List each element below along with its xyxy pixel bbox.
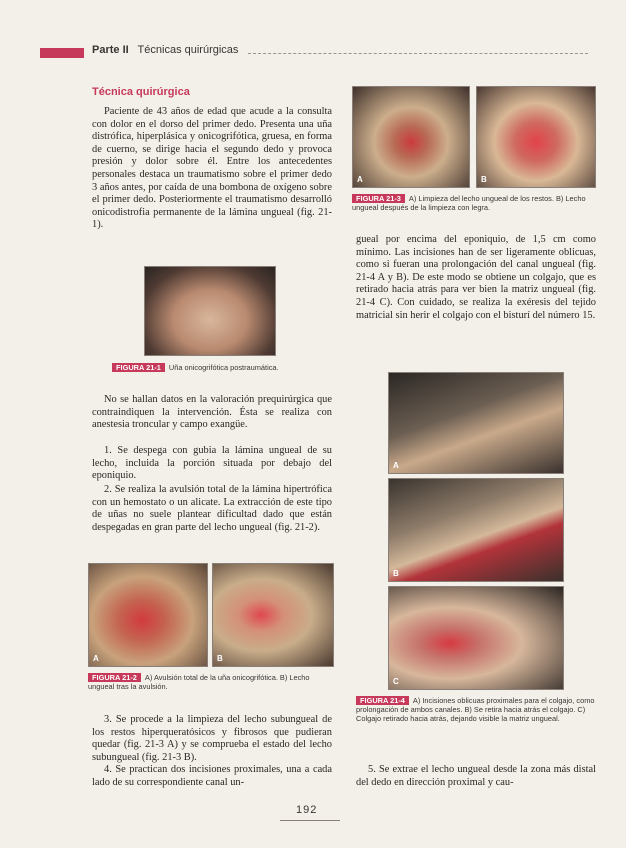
header-title: Técnicas quirúrgicas <box>137 44 239 56</box>
running-header <box>92 44 238 56</box>
figure-label-a: A <box>357 175 363 184</box>
page-number: 192 <box>296 804 318 816</box>
left-paragraph-6: 4. Se practican dos incisiones proximales, una a cada lado de su correspondiente canal un- <box>92 764 332 788</box>
left-paragraph-3: 1. Se despega con gubia la lámina ungueal de su lecho, incluida la porción situada por debajo del eponiquio. <box>92 445 332 482</box>
left-paragraph-2: No se hallan datos en la valoración prequirúrgica que contraindiquen la intervención. Ésta se realiza con anestesia troncular y campo exangüe. <box>92 394 332 431</box>
figure-label-c: C <box>393 677 399 686</box>
right-paragraph-2: 5. Se extrae el lecho ungueal desde la zona más distal del dedo en dirección proximal y cau- <box>356 764 596 788</box>
figure-21-2-caption: FIGURA 21-2 A) Avulsión total de la uña onicogrifótica. B) Lecho ungueal tras la avulsión. <box>88 673 310 691</box>
figure-21-1-caption: FIGURA 21-1 Uña onicogrifótica postraumática. <box>112 363 332 372</box>
figure-label-b: B <box>217 654 223 663</box>
figure-21-2a-image <box>88 563 208 667</box>
figure-21-4-caption: FIGURA 21-4 A) Incisiones oblicuas proximales para el colgajo, como prolongación de ambos canales. B) Se retira hacia atrás el colgajo. C) Colgajo retirado hacia atrás, dejando visible la matriz ungueal. <box>356 696 595 723</box>
figure-21-4c-image <box>388 586 564 690</box>
section-title: Técnica quirúrgica <box>92 86 190 98</box>
footer-rule <box>280 820 340 821</box>
figure-21-1-badge: FIGURA 21-1 <box>112 363 165 372</box>
figure-21-1-image <box>144 266 276 356</box>
figure-label-a: A <box>393 461 399 470</box>
figure-21-3-badge: FIGURA 21-3 <box>352 194 405 203</box>
figure-21-4-badge: FIGURA 21-4 <box>356 696 409 705</box>
figure-label-b: B <box>393 569 399 578</box>
figure-21-3a-image <box>352 86 470 188</box>
figure-21-2-badge: FIGURA 21-2 <box>88 673 141 682</box>
figure-21-4b-image <box>388 478 564 582</box>
header-rule <box>248 53 588 54</box>
left-paragraph-4: 2. Se realiza la avulsión total de la lámina hipertrófica con un hemostato o un alicate. La extracción de este tipo de uñas no suele plantear dificultad dado que están despegadas en gran parte del lecho ungueal (fig. 21-2). <box>92 484 332 533</box>
left-paragraph-1: Paciente de 43 años de edad que acude a la consulta con dolor en el dorso del primer dedo. Presenta una uña distrófica, hiperplásica y onicogrifótica, gruesa, en forma de cuerno, se dirige hacia el segundo dedo y provoca presión y dolor sobre él. Entre los antecedentes personales destaca un traumatismo sobre el primer dedo 3 años antes, por caída de una bombona de oxígeno sobre el primer dedo. Posteriormente el traumatismo desarrolló onicodistrofia permanente de la lámina ungueal (fig. 21-1). <box>92 106 332 231</box>
left-paragraph-5: 3. Se procede a la limpieza del lecho subungueal de los restos hiperqueratósicos y fibrosos que pudieran quedar (fig. 21-3 A) y se comprueba el estado del lecho subungueal (fig. 21-3 B). <box>92 714 332 763</box>
figure-21-2b-image <box>212 563 334 667</box>
figure-21-4a-image <box>388 372 564 474</box>
figure-21-3b-image <box>476 86 596 188</box>
header-part: Parte II <box>92 44 129 56</box>
figure-label-a: A <box>93 654 99 663</box>
figure-21-3-caption: FIGURA 21-3 A) Limpieza del lecho ungueal de los restos. B) Lecho ungueal después de la limpieza con legra. <box>352 194 586 212</box>
right-paragraph-1: gueal por encima del eponiquio, de 1,5 cm como mínimo. Las incisiones han de ser ligeramente oblicuas, como si fueran una prolongación del canal ungueal (fig. 21-4 A y B). De este modo se obtiene un colgajo, que es retirado hacia atrás para ver bien la matriz ungueal (fig. 21-4 C). Con cuidado, se realiza la exéresis del tejido matricial sin herir el colgajo con el bisturí del número 15. <box>356 234 596 321</box>
figure-label-b: B <box>481 175 487 184</box>
header-badge <box>40 48 84 58</box>
